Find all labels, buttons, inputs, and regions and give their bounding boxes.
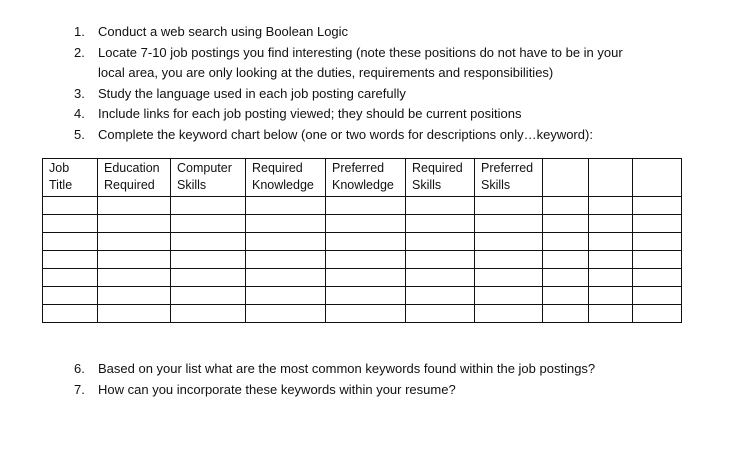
header-cell-blank [589, 159, 633, 197]
table-cell[interactable] [475, 305, 543, 323]
table-cell[interactable] [43, 251, 98, 269]
table-cell[interactable] [98, 269, 171, 287]
keyword-chart-table [42, 158, 682, 323]
instruction-item-5 [0, 125, 623, 146]
table-cell[interactable] [171, 233, 246, 251]
table-cell[interactable] [171, 197, 246, 215]
item-text: Conduct a web search using Boolean Logic [98, 24, 349, 39]
table-cell[interactable] [246, 251, 326, 269]
table-cell[interactable] [171, 251, 246, 269]
table-cell[interactable] [475, 269, 543, 287]
table-cell[interactable] [406, 269, 475, 287]
header-cell-preferred-skills: Preferred Skills [475, 159, 543, 197]
instruction-list-top [0, 22, 623, 145]
item-number: 3. [74, 85, 85, 101]
table-cell[interactable] [589, 269, 633, 287]
table-cell[interactable] [406, 215, 475, 233]
table-cell[interactable] [475, 251, 543, 269]
table-cell[interactable] [406, 305, 475, 323]
table-cell[interactable] [326, 215, 406, 233]
table-cell[interactable] [589, 233, 633, 251]
table-cell[interactable] [543, 305, 589, 323]
table-cell[interactable] [43, 305, 98, 323]
table-cell[interactable] [589, 197, 633, 215]
table-row [43, 233, 682, 251]
table-cell[interactable] [326, 233, 406, 251]
table-cell[interactable] [633, 269, 682, 287]
table-cell[interactable] [633, 215, 682, 233]
table-cell[interactable] [406, 287, 475, 305]
header-cell-required-skills: Required Skills [406, 159, 475, 197]
table-cell[interactable] [246, 197, 326, 215]
table-cell[interactable] [43, 197, 98, 215]
table-cell[interactable] [475, 215, 543, 233]
table-cell[interactable] [543, 251, 589, 269]
instruction-item-6 [0, 359, 595, 380]
instruction-item-4 [0, 104, 623, 125]
header-cell-job-title: Job Title [43, 159, 98, 197]
table-cell[interactable] [406, 197, 475, 215]
table-cell[interactable] [326, 197, 406, 215]
table-cell[interactable] [475, 197, 543, 215]
table-cell[interactable] [589, 305, 633, 323]
header-cell-preferred-knowledge: Preferred Knowledge [326, 159, 406, 197]
table-cell[interactable] [406, 251, 475, 269]
table-cell[interactable] [543, 269, 589, 287]
table-cell[interactable] [589, 287, 633, 305]
item-text: Study the language used in each job posting carefully [98, 85, 406, 101]
item-number: 7. [74, 381, 85, 397]
table-cell[interactable] [98, 197, 171, 215]
header-cell-blank [543, 159, 589, 197]
header-cell-required-knowledge: Required Knowledge [246, 159, 326, 197]
item-text: Complete the keyword chart below (one or two words for descriptions only…keyword): [98, 126, 593, 142]
table-cell[interactable] [98, 305, 171, 323]
table-cell[interactable] [326, 269, 406, 287]
table-cell[interactable] [246, 305, 326, 323]
header-cell-blank [633, 159, 682, 197]
table-cell[interactable] [475, 233, 543, 251]
table-cell[interactable] [171, 305, 246, 323]
table-cell[interactable] [326, 251, 406, 269]
table-row [43, 215, 682, 233]
table-cell[interactable] [475, 287, 543, 305]
table-cell[interactable] [633, 251, 682, 269]
item-text: Include links for each job posting viewed; they should be current positions [98, 106, 522, 121]
item-text: How can you incorporate these keywords within your resume? [98, 381, 456, 397]
table-cell[interactable] [543, 233, 589, 251]
item-number: 4. [74, 106, 85, 121]
table-cell[interactable] [633, 287, 682, 305]
item-number: 6. [74, 361, 85, 376]
table-cell[interactable] [543, 215, 589, 233]
table-cell[interactable] [43, 233, 98, 251]
table-cell[interactable] [246, 233, 326, 251]
table-cell[interactable] [171, 269, 246, 287]
table-row [43, 305, 682, 323]
table-cell[interactable] [171, 287, 246, 305]
chart-header-row [43, 159, 682, 197]
table-cell[interactable] [543, 197, 589, 215]
table-cell[interactable] [43, 215, 98, 233]
instruction-item-7 [0, 380, 595, 401]
table-row [43, 287, 682, 305]
item-text: Based on your list what are the most common keywords found within the job postings? [98, 361, 596, 376]
item-number: 2. [74, 44, 85, 60]
instruction-item-3 [0, 84, 623, 105]
table-cell[interactable] [589, 251, 633, 269]
header-cell-computer-skills: Computer Skills [171, 159, 246, 197]
table-cell[interactable] [633, 305, 682, 323]
instruction-item-2 [0, 43, 623, 84]
instruction-list-bottom [0, 359, 595, 400]
table-cell[interactable] [246, 215, 326, 233]
table-cell[interactable] [246, 287, 326, 305]
table-row [43, 197, 682, 215]
table-cell[interactable] [43, 269, 98, 287]
item-number: 5. [74, 126, 85, 142]
table-cell[interactable] [246, 269, 326, 287]
table-cell[interactable] [633, 197, 682, 215]
table-cell[interactable] [98, 251, 171, 269]
table-cell[interactable] [43, 287, 98, 305]
table-cell[interactable] [98, 215, 171, 233]
item-text-continued: local area, you are only looking at the duties, requirements and responsibilities) [98, 65, 554, 80]
item-text: Locate 7-10 job postings you find interesting (note these positions do not have to be in your [98, 44, 623, 60]
table-cell[interactable] [326, 287, 406, 305]
instruction-item-1 [0, 22, 623, 43]
table-cell[interactable] [633, 233, 682, 251]
header-cell-education-required: Education Required [98, 159, 171, 197]
table-cell[interactable] [171, 215, 246, 233]
table-cell[interactable] [326, 305, 406, 323]
table-cell[interactable] [98, 233, 171, 251]
table-cell[interactable] [543, 287, 589, 305]
table-cell[interactable] [406, 233, 475, 251]
table-cell[interactable] [589, 215, 633, 233]
table-row [43, 269, 682, 287]
item-number: 1. [74, 24, 85, 39]
table-cell[interactable] [98, 287, 171, 305]
table-row [43, 251, 682, 269]
